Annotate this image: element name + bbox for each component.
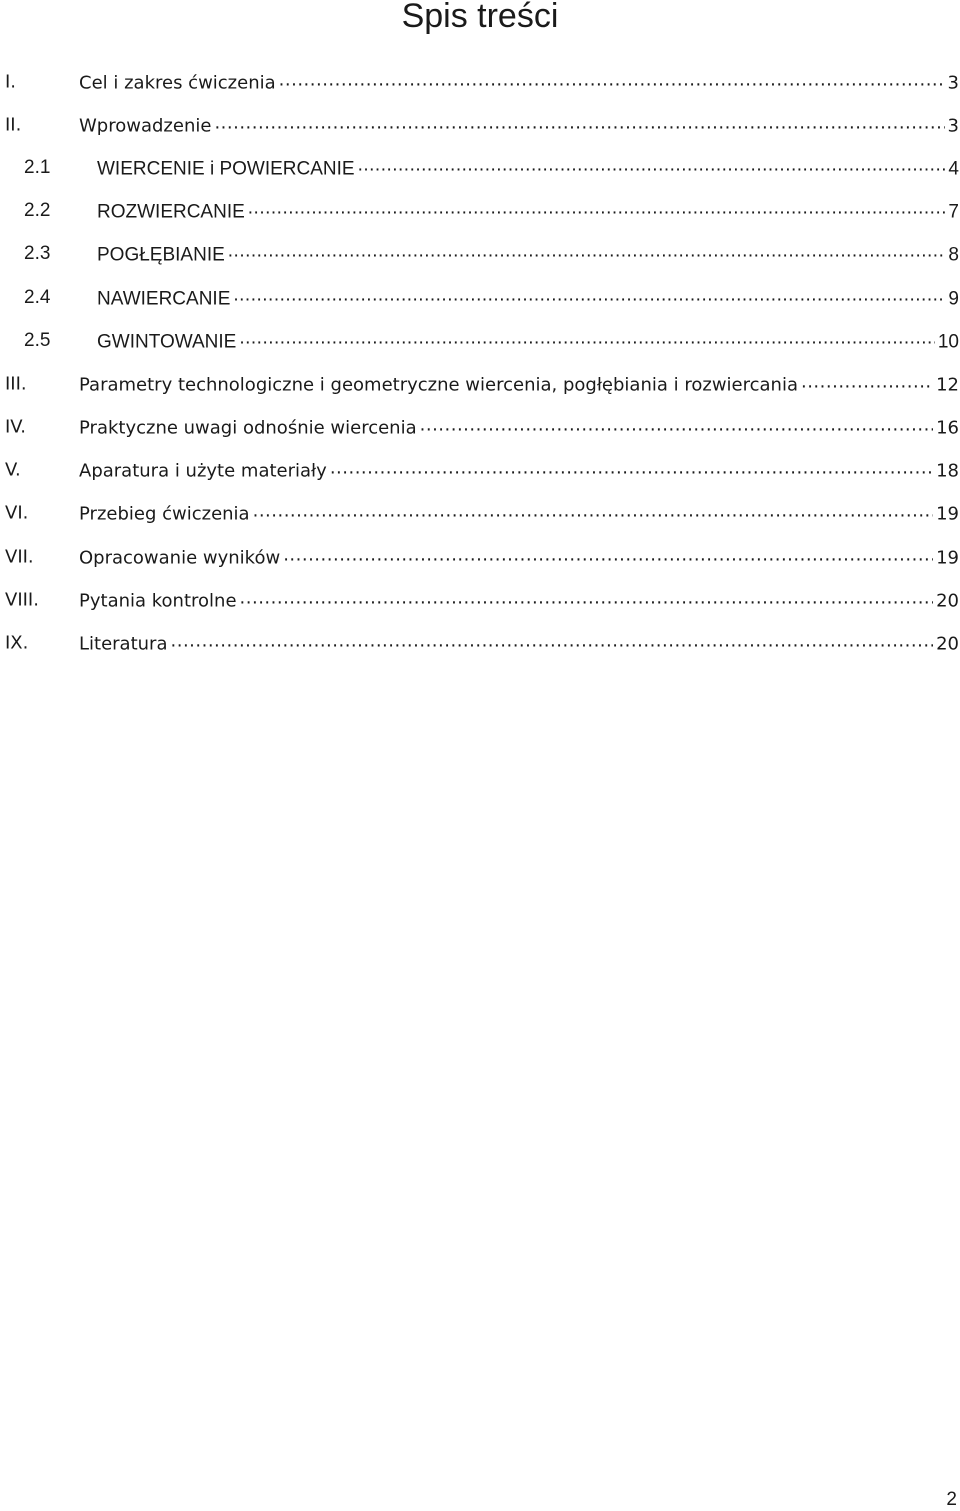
toc-entry-label: Parametry technologiczne i geometryczne wiercenia, pogłębiania i rozwiercania [79, 374, 798, 396]
toc-subentry[interactable] [0, 319, 960, 362]
dot-leader [420, 416, 933, 434]
toc-entry-number: IV. [5, 416, 27, 438]
dot-leader [240, 588, 934, 606]
toc-entry-number: I. [5, 71, 17, 93]
dot-leader [228, 242, 946, 261]
toc-entry-number: VIII. [5, 589, 39, 611]
toc-subentry[interactable] [0, 146, 960, 189]
toc-entry[interactable] [0, 492, 960, 535]
dot-leader [279, 70, 945, 88]
toc-entry[interactable] [0, 362, 960, 405]
footer-page-number: 2 [946, 1489, 957, 1510]
toc-entry-page: 19 [936, 547, 959, 569]
dot-leader [239, 328, 935, 347]
table-of-contents [0, 60, 960, 665]
toc-entry-number: 2.3 [24, 243, 51, 265]
toc-subentry[interactable] [0, 190, 960, 233]
toc-entry-label: WIERCENIE i POWIERCANIE [97, 158, 355, 180]
toc-entry-page: 19 [936, 503, 959, 525]
dot-leader [171, 632, 934, 650]
toc-entry-page: 18 [936, 460, 959, 482]
toc-entry-label: Wprowadzenie [79, 115, 212, 137]
dot-leader [283, 545, 933, 563]
toc-entry[interactable] [0, 449, 960, 492]
toc-subentry[interactable] [0, 276, 960, 319]
dot-leader [214, 113, 944, 131]
toc-entry-page: 3 [947, 115, 959, 137]
dot-leader [358, 155, 946, 174]
toc-entry[interactable] [0, 406, 960, 449]
toc-entry-number: IX. [5, 632, 29, 654]
toc-entry-page: 16 [936, 417, 959, 439]
toc-entry-label: Opracowanie wyników [79, 547, 281, 569]
dot-leader [253, 502, 934, 520]
page-title: Spis treści [401, 0, 559, 35]
toc-entry-label: NAWIERCANIE [97, 288, 231, 310]
toc-entry-label: GWINTOWANIE [97, 331, 237, 353]
toc-entry-number: 2.2 [24, 200, 51, 222]
toc-subentry[interactable] [0, 233, 960, 276]
toc-entry[interactable] [0, 103, 960, 146]
toc-entry[interactable] [0, 578, 960, 621]
toc-entry-page: 20 [936, 633, 959, 655]
toc-entry[interactable] [0, 621, 960, 664]
toc-entry-label: Praktyczne uwagi odnośnie wiercenia [79, 417, 417, 439]
toc-entry-number: 2.1 [24, 156, 51, 178]
toc-entry-page: 20 [936, 590, 959, 612]
toc-entry-label: Przebieg ćwiczenia [79, 503, 250, 525]
toc-entry-number: VII. [5, 546, 34, 568]
dot-leader [330, 459, 933, 477]
toc-entry-number: III. [5, 373, 27, 395]
toc-entry-label: POGŁĘBIANIE [97, 244, 225, 266]
toc-entry-label: Literatura [79, 633, 168, 655]
toc-entry-page: 9 [948, 288, 959, 310]
dot-leader [801, 372, 933, 390]
toc-entry[interactable] [0, 535, 960, 578]
toc-entry-page: 3 [947, 72, 959, 94]
toc-entry-page: 12 [936, 374, 959, 396]
toc-entry-page: 7 [948, 201, 959, 223]
toc-entry[interactable] [0, 60, 960, 103]
toc-entry-page: 4 [948, 158, 959, 180]
toc-entry-label: Pytania kontrolne [79, 590, 237, 612]
toc-entry-number: II. [5, 114, 22, 136]
toc-entry-label: Aparatura i użyte materiały [79, 460, 327, 482]
toc-entry-number: 2.5 [24, 329, 51, 351]
dot-leader [233, 285, 945, 304]
toc-entry-label: ROZWIERCANIE [97, 201, 245, 223]
toc-entry-number: 2.4 [24, 286, 51, 308]
toc-entry-number: VI. [5, 502, 29, 524]
toc-entry-page: 10 [937, 331, 959, 353]
toc-entry-number: V. [5, 459, 21, 481]
toc-entry-page: 8 [948, 244, 959, 266]
dot-leader [248, 199, 946, 218]
toc-entry-label: Cel i zakres ćwiczenia [79, 72, 276, 94]
